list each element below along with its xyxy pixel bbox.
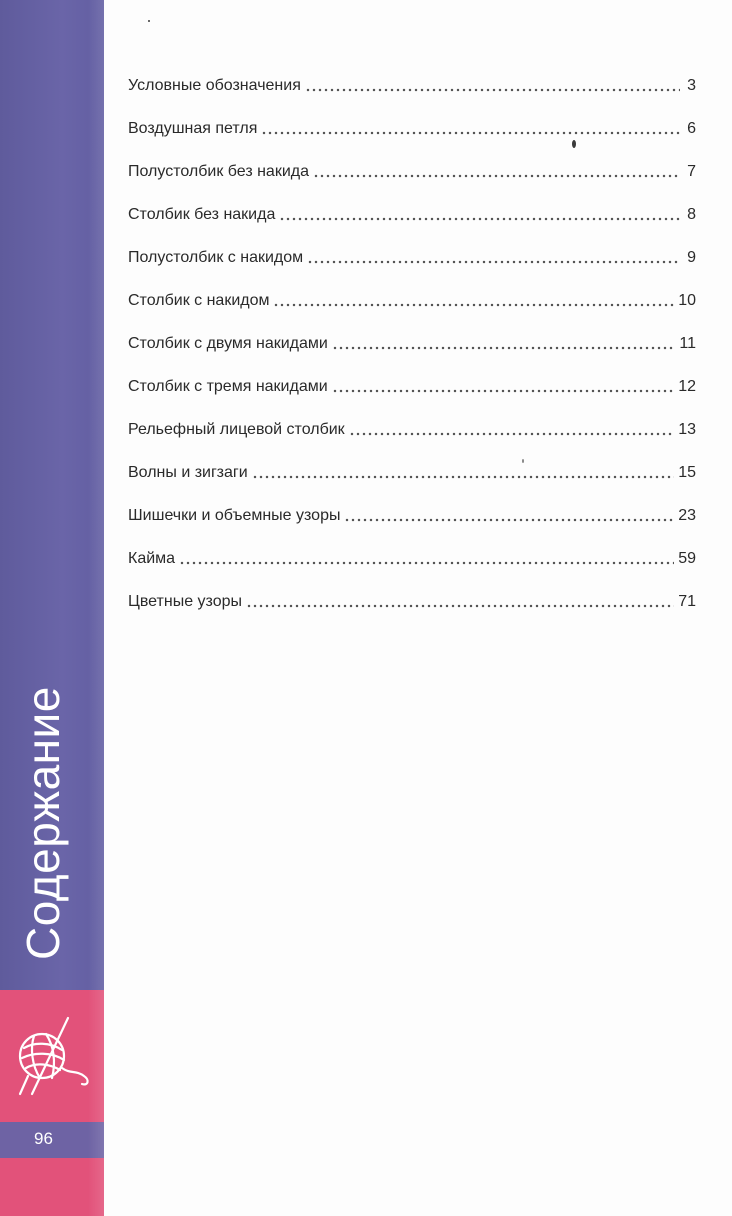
toc-entry[interactable]	[128, 414, 696, 440]
toc-entry[interactable]	[128, 586, 696, 612]
toc-entry-page: 11	[679, 335, 696, 352]
toc-entry[interactable]	[128, 242, 696, 268]
section-title: Содержание	[17, 686, 69, 960]
toc-entry[interactable]	[128, 543, 696, 569]
toc-entry-title: Воздушная петля	[128, 120, 258, 137]
toc-entry[interactable]	[128, 328, 696, 354]
toc-entry[interactable]	[128, 70, 696, 96]
toc-entry[interactable]	[128, 500, 696, 526]
dot-leader	[261, 131, 680, 135]
toc-entry-page: 3	[687, 77, 696, 94]
toc-entry-page: 23	[678, 507, 696, 524]
dot-leader	[313, 174, 680, 178]
toc-entry[interactable]	[128, 199, 696, 225]
dot-leader	[307, 260, 680, 264]
toc-entry-page: 59	[678, 550, 696, 567]
toc-entry[interactable]	[128, 371, 696, 397]
dot-leader	[179, 561, 674, 565]
toc-entry-page: 9	[687, 249, 696, 266]
page-number: 96	[34, 1129, 53, 1148]
toc-entry-page: 13	[678, 421, 696, 438]
toc-entry-page: 8	[687, 206, 696, 223]
toc-entry[interactable]	[128, 113, 696, 139]
toc-entry-page: 10	[678, 292, 696, 309]
toc-entry-title: Столбик с двумя накидами	[128, 335, 328, 352]
yarn-ball-with-hook-icon	[10, 1012, 96, 1098]
print-speck	[522, 459, 524, 463]
toc-entry-page: 6	[687, 120, 696, 137]
dot-leader	[332, 389, 675, 393]
toc-entry[interactable]	[128, 285, 696, 311]
toc-entry-title: Рельефный лицевой столбик	[128, 421, 345, 438]
toc-entry-page: 71	[678, 593, 696, 610]
toc-entry[interactable]	[128, 457, 696, 483]
toc-entry-title: Полустолбик без накида	[128, 163, 309, 180]
dot-leader	[252, 475, 675, 479]
dot-leader	[273, 303, 674, 307]
dot-leader	[279, 217, 680, 221]
dot-leader	[349, 432, 675, 436]
toc-entry-title: Столбик с накидом	[128, 292, 270, 309]
toc-entry-page: 15	[678, 464, 696, 481]
toc-entry-title: Условные обозначения	[128, 77, 301, 94]
dot-leader	[332, 346, 676, 350]
print-speck	[572, 140, 576, 148]
toc-entry-title: Шишечки и объемные узоры	[128, 507, 341, 524]
dot-leader	[344, 518, 674, 522]
toc-entry[interactable]	[128, 156, 696, 182]
toc-entry-title: Полустолбик с накидом	[128, 249, 304, 266]
toc-entry-title: Цветные узоры	[128, 593, 242, 610]
toc-entry-title: Столбик без накида	[128, 206, 276, 223]
toc-entry-title: Кайма	[128, 550, 176, 567]
dot-leader	[305, 88, 680, 92]
toc-entry-title: Волны и зигзаги	[128, 464, 248, 481]
dot-leader	[246, 604, 674, 608]
toc-entry-title: Столбик с тремя накидами	[128, 378, 328, 395]
toc-entry-page: 12	[678, 378, 696, 395]
toc-entry-page: 7	[687, 163, 696, 180]
print-speck	[148, 20, 150, 22]
